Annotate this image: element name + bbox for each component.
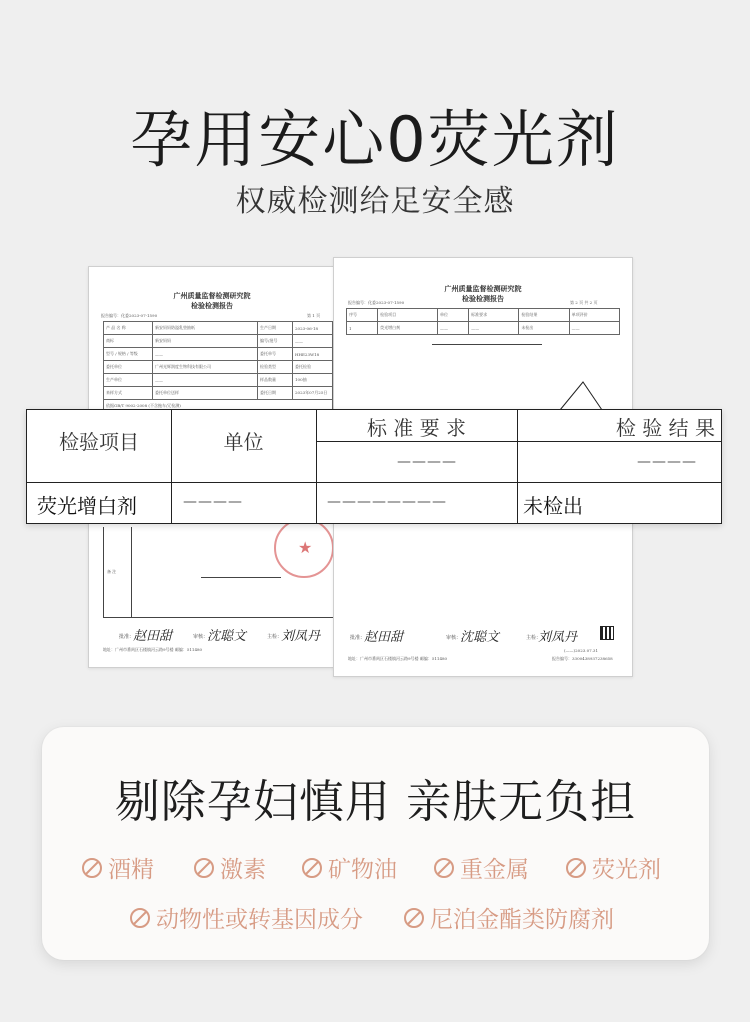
tag-animal-gmo: 动物性或转基因成分: [130, 901, 363, 934]
tag-mineral-oil: 矿物油: [302, 851, 397, 884]
report-institute: 广州质量监督检测研究院: [173, 291, 251, 300]
page-title: 孕用安心0荧光剂: [130, 103, 620, 176]
report-info-table: 产 品 名 称 新安妈妈防溢乳垫抽纸 生产日期 2023-06-18 商标 新安妈妈 编号/批号 —— 型号 / 规格 / 等级 —— 委托单号 HHE23W18 委托单位 广州光辉润度生物科技有限公司 检验类型 委托检验 生产单位 —— 样品数量 100抽 来样方式 委托单位送样 委托日期 2023年07月25日 依据GB/T 9002-2008 (不含拖车/冗检测): [103, 321, 333, 413]
tag-alcohol: 酒精: [82, 851, 154, 884]
cell-test-item: 荧光增白剂: [37, 494, 137, 518]
free-from-card: [42, 727, 709, 960]
tag-fluorescent: 荧光剂: [566, 851, 661, 884]
prohibited-icon: [194, 858, 214, 878]
signature-reviewer: 沈聪文: [460, 630, 500, 645]
col-header-standard: 标 准 要 求: [366, 416, 467, 440]
signature-inspector: 刘凤丹: [281, 629, 321, 644]
page-subtitle: 权威检测给足安全感: [235, 184, 515, 219]
prohibited-icon: [82, 858, 102, 878]
report-address: 地址：广州市番禺区石楼镇河云路9号楼 邮编：511480: [103, 647, 203, 652]
report-page: 第 2 页 共 2 页: [570, 300, 598, 305]
tag-hormone: 激素: [194, 851, 266, 884]
official-seal-stamp: ★: [274, 518, 334, 578]
report-title: 检验检测报告: [191, 301, 233, 310]
col-header-unit: 单位: [223, 430, 264, 454]
test-report-page-2: 广州质量监督检测研究院 检验检测报告 报告编号：化委2023-07-1590 第 2 页 共 2 页 序号 检验项目 单位 标准要求 检验结果 单项评价 1 荧光增白剂 —— —— 未检出 —— 批准： 赵田甜 审核： 沈聪文 主检： 刘凤丹 (——)2023.07.31 地址：广州市番禺区石楼镇河云路9号楼 邮编：511480 报告编号：3300438937238658: [333, 257, 633, 677]
result-callout-table: [26, 409, 722, 524]
signature-approver: 赵田甜: [364, 630, 404, 645]
signature-approver: 赵田甜: [133, 629, 173, 644]
cell-standard: ————————: [327, 494, 447, 510]
report-cert-number: 报告编号：3300438937238658: [552, 656, 613, 661]
prohibited-icon: [404, 908, 424, 928]
signature-inspector: 刘凤丹: [538, 630, 578, 645]
report-result-table: 序号 检验项目 单位 标准要求 检验结果 单项评价 1 荧光增白剂 —— —— 未检出 ——: [346, 308, 620, 335]
result-dash: ————: [637, 454, 697, 470]
report-number: 报告编号：化委2023-07-1590: [348, 300, 405, 305]
cell-result: 未检出: [523, 494, 583, 518]
report-title: 检验检测报告: [462, 294, 504, 303]
card-title: 剔除孕妇慎用 亲肤无负担: [114, 775, 637, 828]
signature-reviewer: 沈聪文: [207, 629, 247, 644]
standard-dash: ————: [397, 454, 457, 470]
report-page: 第 1 页: [307, 313, 321, 318]
tag-heavy-metal: 重金属: [434, 851, 529, 884]
test-report-page-1: 广州质量监督检测研究院 检验检测报告 报告编号：化委2023-07-1590 第 1 页 产 品 名 称 新安妈妈防溢乳垫抽纸 生产日期 2023-06-18 商标 新安妈妈 编号/批号 —— 型号 / 规格 / 等级 —— 委托单号 HHE23W18 委托单位 广州光辉润度生物科技有限公司 检验类型 委托检验 生产单位 —— 样品数量 100抽 来样方式 委托单位送样 委托日期 2023年07月25日 依据GB/T 9002-2008 (不含拖车/冗检测) 备 注 批准： 赵田甜 审核： 沈聪文 主检： 刘凤丹 地址：广州市番禺区石楼镇河云路9号楼 邮编：511480: [88, 266, 336, 668]
prohibited-icon: [566, 858, 586, 878]
report-number: 报告编号：化委2023-07-1590: [101, 313, 158, 318]
report-institute: 广州质量监督检测研究院: [444, 284, 522, 293]
qr-code-icon: [600, 626, 614, 640]
prohibited-icon: [434, 858, 454, 878]
remark-label: 备 注: [107, 569, 117, 574]
tag-paraben: 尼泊金酯类防腐剂: [404, 901, 614, 934]
callout-pointer: [560, 380, 606, 412]
report-address: 地址：广州市番禺区石楼镇河云路9号楼 邮编：511480: [348, 656, 448, 661]
prohibited-icon: [302, 858, 322, 878]
report-date: (——)2023.07.31: [564, 648, 599, 653]
col-header-result: 检 验 结 果: [615, 416, 715, 440]
cell-unit: ————: [183, 494, 243, 510]
col-header-test-item: 检验项目: [59, 430, 139, 454]
prohibited-icon: [130, 908, 150, 928]
